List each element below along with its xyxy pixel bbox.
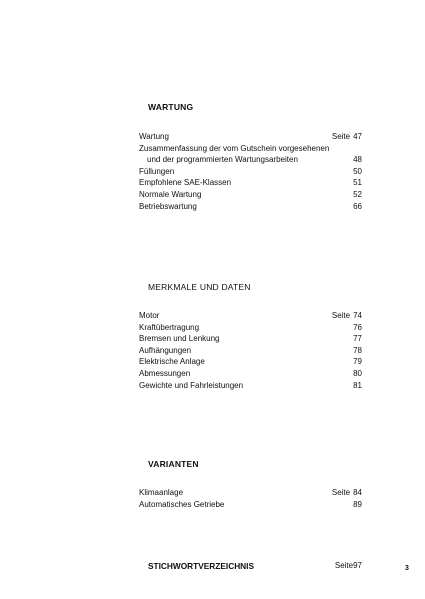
toc-entry-title: Motor — [139, 311, 160, 320]
toc-entry-page: 52 — [353, 189, 362, 199]
toc-entry[interactable] — [139, 345, 362, 357]
toc-entry[interactable] — [139, 131, 362, 143]
toc-entry-title: Elektrische Anlage — [139, 357, 205, 367]
toc-entry-seite: Seite — [331, 311, 351, 320]
toc-entry-page: 84 — [353, 488, 362, 497]
toc-entry[interactable] — [139, 201, 362, 213]
toc-entry-page: 80 — [353, 368, 362, 378]
toc-entry-title: und der programmierten Wartungsarbeiten — [147, 155, 298, 165]
toc-merkmale-und-daten — [139, 310, 362, 391]
toc-entry[interactable] — [139, 368, 362, 380]
toc-entry-page: 66 — [353, 201, 362, 211]
toc-entry[interactable] — [139, 166, 362, 178]
section-title-merkmale-und-daten: MERKMALE UND DATEN — [148, 282, 251, 292]
toc-entry[interactable] — [139, 356, 362, 368]
index-page: 97 — [353, 561, 362, 570]
toc-entry-title: Betriebswartung — [139, 201, 197, 211]
toc-entry-page: 78 — [353, 345, 362, 355]
toc-entry-page: 50 — [353, 166, 362, 176]
toc-wartung — [139, 131, 362, 212]
toc-entry-seite: Seite — [331, 488, 351, 497]
toc-entry-title: Empfohlene SAE-Klassen — [139, 178, 232, 188]
page-number: 3 — [405, 565, 409, 572]
toc-entry-seite: Seite — [331, 132, 351, 141]
toc-entry[interactable] — [139, 177, 362, 189]
toc-entry-page: 74 — [353, 311, 362, 320]
toc-entry-page: 81 — [353, 380, 362, 390]
toc-entry-title: Wartung — [139, 132, 169, 141]
toc-entry-title: Automatisches Getriebe — [139, 499, 225, 509]
toc-entry[interactable] — [139, 322, 362, 334]
toc-entry-page: 76 — [353, 322, 362, 332]
toc-entry-title: Normale Wartung — [139, 189, 202, 199]
section-title-varianten: VARIANTEN — [148, 459, 199, 469]
toc-entry-title: Aufhängungen — [139, 345, 192, 355]
toc-entry-title: Kraftübertragung — [139, 322, 200, 332]
index-seite: Seite — [334, 561, 354, 570]
toc-entry-page: 47 — [353, 132, 362, 141]
toc-entry[interactable] — [139, 154, 362, 166]
toc-entry-title: Füllungen — [139, 166, 175, 176]
toc-entry-page: 77 — [353, 334, 362, 344]
toc-entry[interactable] — [139, 189, 362, 201]
toc-entry-page: 51 — [353, 178, 362, 188]
toc-entry-title: Zusammenfassung der vom Gutschein vorgesehenen — [139, 143, 330, 153]
toc-entry-page: 79 — [353, 357, 362, 367]
toc-entry-title: Klimaanlage — [139, 488, 184, 497]
toc-entry-title: Abmessungen — [139, 368, 191, 378]
toc-entry-index[interactable] — [148, 561, 362, 571]
toc-entry-page: 48 — [353, 155, 362, 165]
index-title: STICHWORTVERZEICHNIS — [148, 561, 255, 571]
toc-entry[interactable] — [139, 143, 362, 155]
toc-entry-title: Bremsen und Lenkung — [139, 334, 220, 344]
toc-entry[interactable] — [139, 499, 362, 511]
section-title-wartung: WARTUNG — [148, 102, 194, 112]
toc-varianten — [139, 487, 362, 510]
toc-entry[interactable] — [139, 310, 362, 322]
toc-entry[interactable] — [139, 487, 362, 499]
toc-entry-title: Gewichte und Fahrleistungen — [139, 380, 244, 390]
toc-entry[interactable] — [139, 380, 362, 392]
toc-entry[interactable] — [139, 333, 362, 345]
toc-entry-page: 89 — [353, 499, 362, 509]
